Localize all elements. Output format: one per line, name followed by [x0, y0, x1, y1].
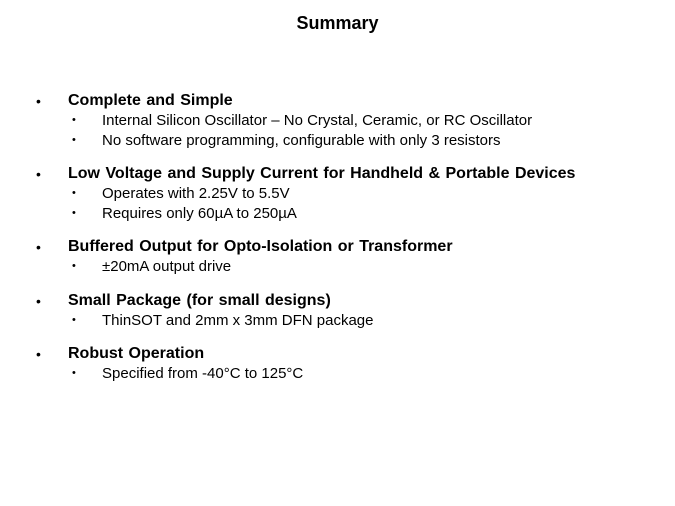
slide-title: Summary [296, 13, 379, 33]
sub-item-text: ThinSOT and 2mm x 3mm DFN package [102, 311, 374, 329]
bullet-icon: • [72, 187, 76, 199]
section-heading: Buffered Output for Opto-Isolation or Transformer [68, 238, 453, 255]
bullet-icon: • [72, 313, 76, 326]
sub-list-item [68, 364, 636, 384]
bullet-icon: • [36, 93, 41, 109]
section-heading: Robust Operation [68, 345, 205, 362]
sub-list [68, 111, 636, 150]
section-heading: Small Package (for small designs) [68, 291, 331, 309]
sub-list-item [68, 111, 636, 131]
sub-list-item [68, 311, 636, 331]
summary-section [36, 91, 636, 150]
sub-list [68, 257, 636, 277]
sub-item-text: Requires only 60µA to 250µA [102, 204, 297, 222]
sub-list-item [68, 204, 636, 224]
bullet-icon: • [72, 206, 76, 219]
sub-list [68, 311, 636, 331]
bullet-icon: • [72, 133, 76, 146]
sub-item-text: Internal Silicon Oscillator – No Crystal, Ceramic, or RC Oscillator [102, 112, 533, 129]
bullet-icon: • [36, 239, 41, 255]
summary-section [36, 237, 636, 277]
section-heading: Complete and Simple [68, 92, 233, 109]
sub-list [68, 184, 636, 223]
bullet-icon: • [36, 292, 41, 309]
summary-section [36, 344, 636, 384]
bullet-icon: • [72, 114, 76, 126]
section-heading: Low Voltage and Supply Current for Handheld & Portable Devices [68, 165, 576, 182]
sub-list [68, 364, 636, 384]
bullet-icon: • [72, 367, 76, 379]
bullet-icon: • [72, 260, 76, 272]
summary-list [36, 91, 636, 398]
bullet-icon: • [36, 166, 41, 182]
sub-item-text: No software programming, configurable with only 3 resistors [102, 131, 501, 149]
summary-section [36, 164, 636, 223]
summary-section [36, 291, 636, 331]
sub-list-item [68, 257, 636, 277]
sub-item-text: Specified from -40°C to 125°C [102, 365, 304, 382]
sub-list-item [68, 184, 636, 204]
sub-list-item [68, 131, 636, 151]
bullet-icon: • [36, 346, 41, 362]
sub-item-text: Operates with 2.25V to 5.5V [102, 185, 290, 202]
sub-item-text: ±20mA output drive [102, 258, 232, 275]
